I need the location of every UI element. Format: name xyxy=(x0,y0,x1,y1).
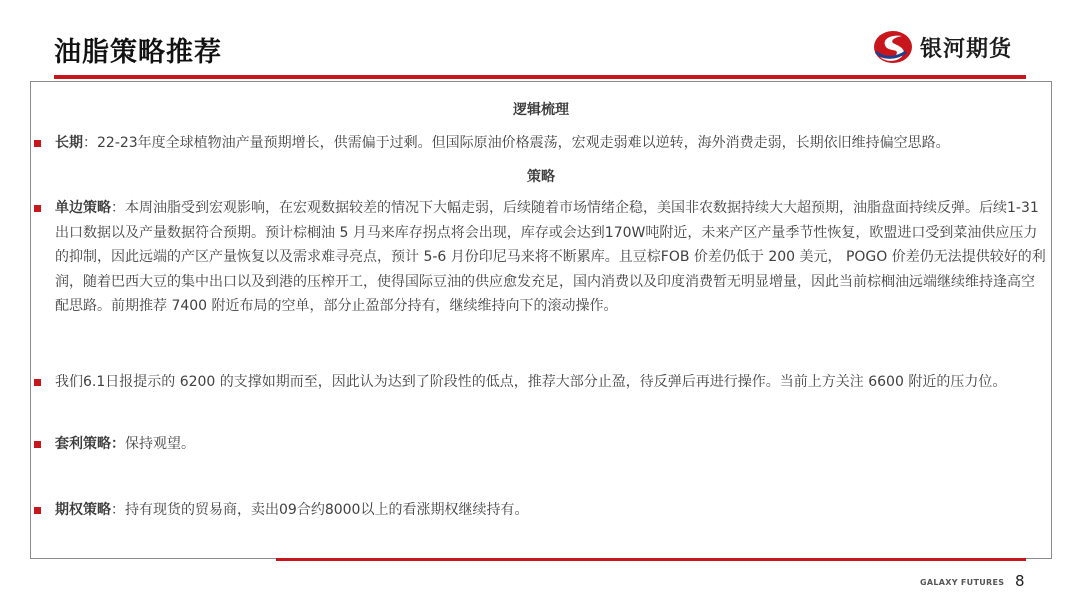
single-side-label: 单边策略 xyxy=(55,200,111,216)
bullet-icon xyxy=(34,507,41,514)
bullet-icon xyxy=(34,205,41,212)
support-note-item xyxy=(55,370,1047,395)
footer-brand: GALAXY FUTURES xyxy=(920,578,1005,587)
bullet-icon xyxy=(34,441,41,448)
company-logo xyxy=(872,28,1012,66)
title-underline xyxy=(54,75,1026,79)
bullet-icon xyxy=(34,379,41,386)
single-side-text: 本周油脂受到宏观影响，在宏观数据较差的情况下大幅走弱，后续随着市场情绪企稳，美国非农数据持续大大超预期，油脂盘面持续反弹。后续1-31出口数据以及产量数据符合预期。预计棕榈油 5 月马来库存拐点将会出现，库存或会达到170W吨附近，未来产区产量季节性恢复，欧盟进口受到菜油供应压力的抑制，因此远端的产区产量恢复以及需求难寻亮点，预计 5-6 月份印尼马来将不断累库。且豆棕FOB 价差仍低于 200 美元， POGO 价差仍无法提供较好的利润，随着巴西大豆的集中出口以及到港的压榨开工，使得国际豆油的供应愈发充足，国内消费以及印度消费暂无明显增量，因此当前棕榈油远端继续维持逢高空配思路。前期推荐 7400 附近布局的空单，部分止盈部分持有，继续维持向下的滚动操作。 xyxy=(55,200,1046,314)
bullet-icon xyxy=(34,140,41,147)
options-label: 期权策略 xyxy=(55,502,111,518)
logo-text: 银河期货 xyxy=(920,36,1013,62)
galaxy-logo-icon xyxy=(872,28,914,66)
support-note-text: 我们6.1日报提示的 6200 的支撑如期而至，因此认为达到了阶段性的低点，推荐大部分止盈，待反弹后再进行操作。当前上方关注 6600 附近的压力位。 xyxy=(55,374,1007,390)
long-term-text: 22-23年度全球植物油产量预期增长，供需偏于过剩。但国际原油价格震荡，宏观走弱难以逆转，海外消费走弱，长期依旧维持偏空思路。 xyxy=(97,135,950,151)
strategy-heading: 策略 xyxy=(527,169,555,185)
slide-title: 油脂策略推荐 xyxy=(54,37,222,68)
options-text: 持有现货的贸易商，卖出09合约8000以上的看涨期权继续持有。 xyxy=(125,502,529,518)
options-strategy-item: 期权策略：持有现货的贸易商，卖出09合约8000以上的看涨期权继续持有。 xyxy=(55,498,1047,523)
single-side-strategy-item: 单边策略：本周油脂受到宏观影响，在宏观数据较差的情况下大幅走弱，后续随着市场情绪企稳，美国非农数据持续大大超预期，油脂盘面持续反弹。后续1-31出口数据以及产量数据符合预期。预计棕榈油 5 月马来库存拐点将会出现，库存或会达到170W吨附近，未来产区产量季节性恢复，欧盟进口受到菜油供应压力的抑制，因此远端的产区产量恢复以及需求难寻亮点，预计 5-6 月份印尼马来将不断累库。且豆棕FOB 价差仍低于 200 美元， POGO 价差仍无法提供较好的利润，随着巴西大豆的集中出口以及到港的压榨开工，使得国际豆油的供应愈发充足，国内消费以及印度消费暂无明显增量，因此当前棕榈油远端继续维持逢高空配思路。前期推荐 7400 附近布局的空单，部分止盈部分持有，继续维持向下的滚动操作。 xyxy=(55,196,1047,319)
long-term-item: 长期：22-23年度全球植物油产量预期增长，供需偏于过剩。但国际原油价格震荡，宏观走弱难以逆转，海外消费走弱，长期依旧维持偏空思路。 xyxy=(55,131,1047,156)
arbitrage-text: 保持观望。 xyxy=(125,436,195,452)
content-panel xyxy=(30,81,1052,559)
arbitrage-label: 套利策略 xyxy=(55,436,111,452)
footer-rule xyxy=(276,558,1026,561)
arbitrage-strategy-item: 套利策略：保持观望。 xyxy=(55,432,1047,457)
logic-heading: 逻辑梳理 xyxy=(513,102,569,118)
page-number: 8 xyxy=(1015,572,1025,590)
long-term-label: 长期 xyxy=(55,135,83,151)
